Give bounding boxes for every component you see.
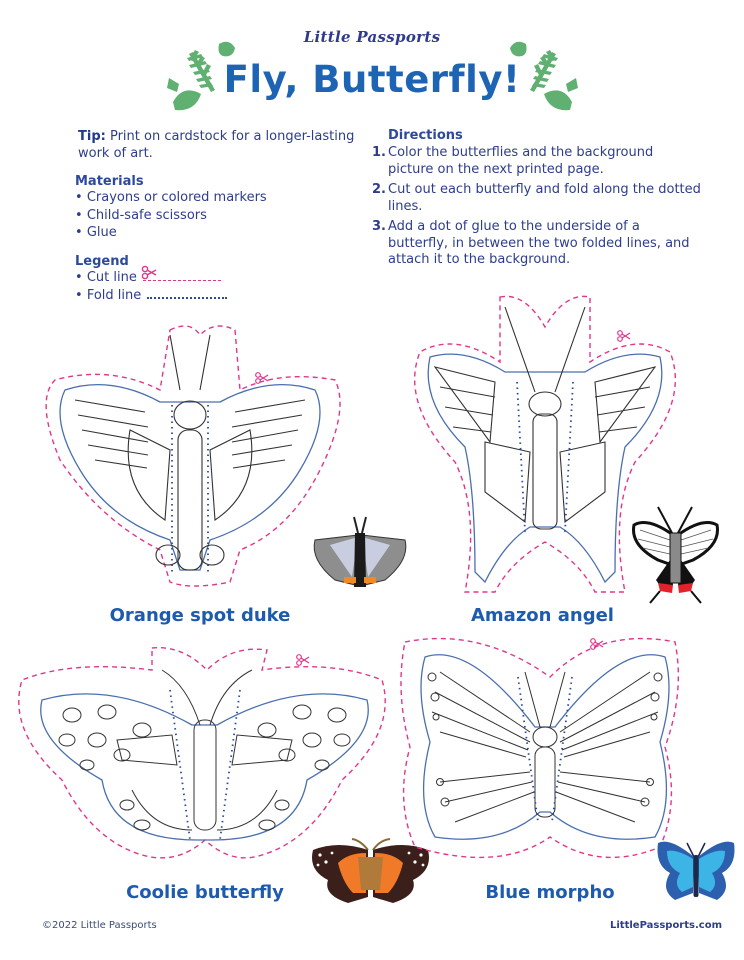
- butterfly-name-label: Blue morpho: [485, 882, 615, 903]
- directions-section: [372, 128, 702, 273]
- legend-fold-line: • Fold line: [75, 287, 355, 305]
- leaf-decoration-right-icon: [500, 32, 580, 122]
- orange-spot-duke-cutout: [40, 320, 340, 590]
- orange-spot-duke-color-icon: [310, 515, 410, 595]
- legend-heading: Legend: [75, 254, 129, 269]
- coolie-butterfly-cutout: [12, 640, 392, 860]
- brand-logo: Little Passports: [303, 28, 441, 46]
- tip-label: Tip:: [78, 129, 106, 144]
- materials-section: [75, 174, 355, 242]
- scissors-icon: [297, 655, 309, 666]
- scissors-icon: [618, 331, 630, 342]
- tip-body: Print on cardstock for a longer-lasting work of art.: [78, 129, 355, 161]
- direction-step: 1. Color the butterflies and the background picture on the next printed page.: [372, 145, 654, 177]
- page-title: Fly, Butterfly!: [223, 58, 521, 101]
- copyright-text: ©2022 Little Passports: [42, 920, 157, 931]
- blue-morpho-color-icon: [655, 835, 737, 905]
- materials-item: • Glue: [75, 224, 355, 242]
- directions-heading: Directions: [388, 128, 463, 143]
- butterfly-name-label: Amazon angel: [471, 605, 614, 626]
- legend-cut-label: Cut line: [86, 270, 137, 285]
- legend-section: [75, 254, 355, 305]
- legend-fold-label: Fold line: [86, 288, 142, 303]
- butterfly-name-label: Coolie butterfly: [126, 882, 284, 903]
- website-link[interactable]: LittlePassports.com: [610, 920, 722, 931]
- butterfly-name-label: Orange spot duke: [109, 605, 291, 626]
- tip-text: [78, 128, 358, 162]
- amazon-angel-color-icon: [628, 505, 723, 605]
- scissors-icon: [141, 265, 157, 279]
- materials-item: • Crayons or colored markers: [75, 189, 355, 207]
- fold-line-sample: [147, 297, 227, 299]
- direction-step: 3. Add a dot of glue to the underside of a butterfly, in between the two folded lines, and attach it to the background.: [372, 219, 690, 267]
- scissors-icon: [591, 639, 603, 650]
- leaf-decoration-left-icon: [165, 32, 245, 122]
- cut-line-sample: [143, 280, 221, 281]
- direction-step: 2. Cut out each butterfly and fold along the dotted lines.: [372, 182, 701, 214]
- legend-cut-line: • Cut line: [75, 269, 355, 287]
- materials-item: • Child-safe scissors: [75, 207, 355, 225]
- materials-heading: Materials: [75, 174, 144, 189]
- blue-morpho-cutout: [400, 632, 680, 872]
